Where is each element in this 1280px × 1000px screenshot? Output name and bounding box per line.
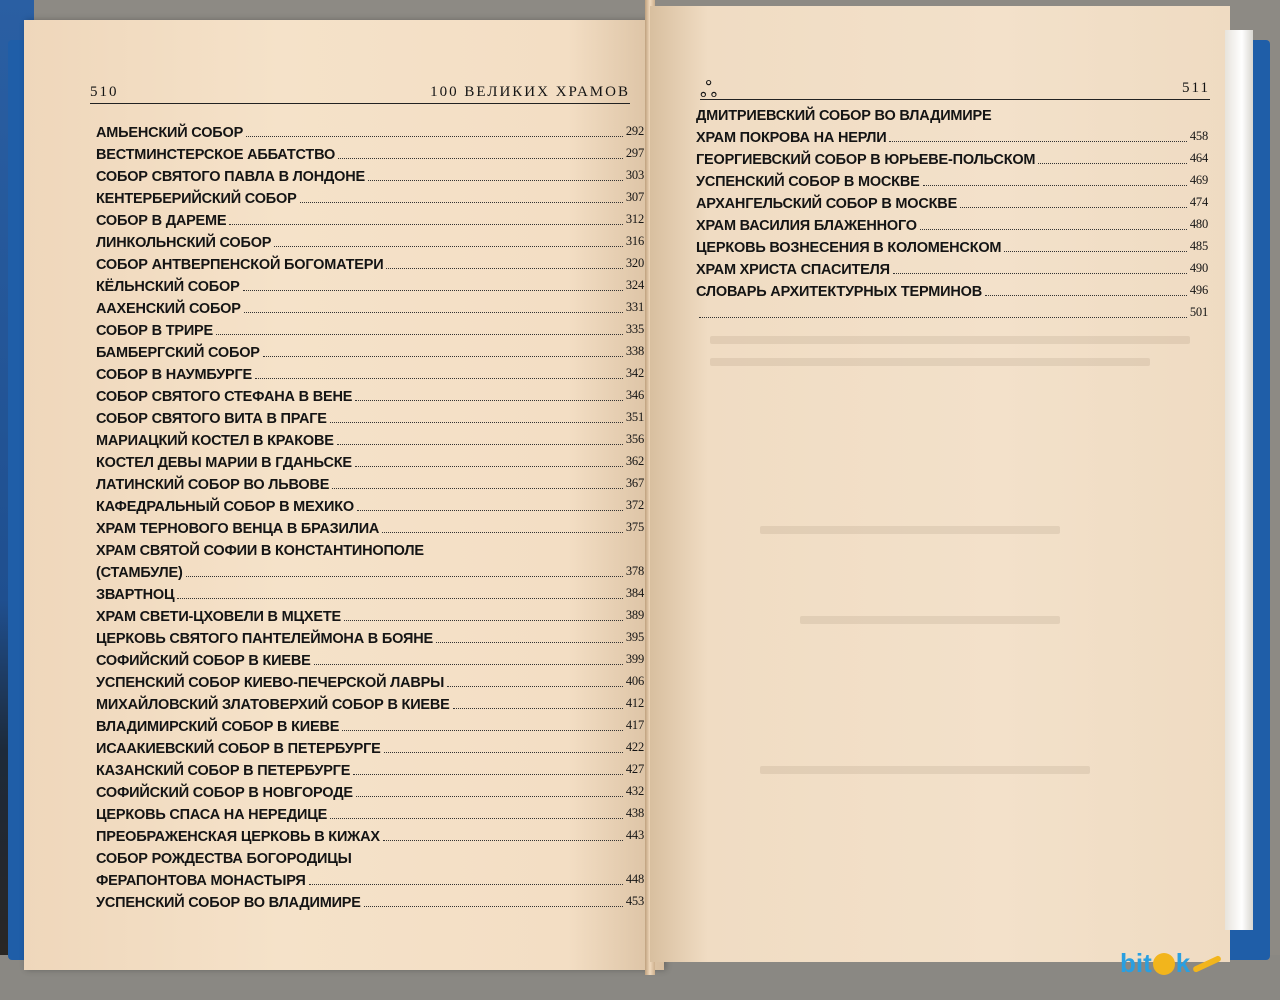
toc-entry (96, 779, 644, 801)
dot-leader (314, 663, 623, 665)
toc-entry-title: СОБОР СВЯТОГО СТЕФАНА В ВЕНЕ (96, 389, 353, 405)
toc-entry-page: 427 (625, 762, 644, 776)
dot-leader (342, 729, 623, 731)
dot-leader (893, 272, 1187, 274)
dot-leader (332, 487, 623, 489)
dot-leader (229, 223, 622, 225)
toc-entry (96, 449, 644, 471)
toc-entry-title: ЦЕРКОВЬ СВЯТОГО ПАНТЕЛЕЙМОНА В БОЯНЕ (96, 631, 433, 647)
toc-entry (96, 559, 644, 581)
toc-entry (96, 867, 644, 889)
toc-entry (96, 889, 644, 911)
toc-entry-title: КАФЕДРАЛЬНЫЙ СОБОР В МЕХИКО (96, 499, 354, 515)
toc-entry-page: 312 (625, 212, 644, 226)
dot-leader (920, 228, 1187, 230)
left-page-number: 510 (90, 84, 119, 100)
toc-entry-title: СЛОВАРЬ АРХИТЕКТУРНЫХ ТЕРМИНОВ (696, 284, 982, 300)
dot-leader (985, 294, 1187, 296)
toc-entry-page: 303 (625, 168, 644, 182)
toc-entry (96, 823, 644, 845)
toc-entry-page: 422 (625, 740, 644, 754)
watermark-text-before: bit (1120, 948, 1152, 978)
dot-leader (364, 905, 623, 907)
toc-entry (96, 339, 644, 361)
toc-entry (96, 691, 644, 713)
toc-entry (696, 168, 1208, 190)
dot-leader (386, 267, 622, 269)
toc-entry (96, 845, 644, 867)
toc-entry-page: 362 (625, 454, 644, 468)
right-page-number: 511 (1182, 80, 1210, 96)
dot-leader (356, 795, 623, 797)
toc-entry (696, 146, 1208, 168)
dot-leader (255, 377, 623, 379)
right-page-header (700, 77, 1210, 102)
toc-entry (696, 300, 1208, 322)
toc-entry-page: 412 (625, 696, 644, 710)
toc-entry (96, 317, 644, 339)
toc-entry-page: 453 (625, 894, 644, 908)
toc-entry-page: 438 (625, 806, 644, 820)
toc-entry-title: ЦЕРКОВЬ СПАСА НА НЕРЕДИЦЕ (96, 807, 328, 823)
toc-entry-title: ХРАМ ТЕРНОВОГО ВЕНЦА В БРАЗИЛИА (96, 521, 380, 537)
toc-entry-page: 417 (625, 718, 644, 732)
dot-leader (357, 509, 623, 511)
toc-entry-title: АРХАНГЕЛЬСКИЙ СОБОР В МОСКВЕ (696, 196, 958, 212)
toc-entry-title: ХРАМ ВАСИЛИЯ БЛАЖЕННОГО (696, 218, 917, 234)
toc-entry-title: ЦЕРКОВЬ ВОЗНЕСЕНИЯ В КОЛОМЕНСКОМ (696, 240, 1002, 256)
toc-entry-page: 367 (625, 476, 644, 490)
toc-entry-title: БАМБЕРГСКИЙ СОБОР (96, 345, 260, 361)
show-through-text (710, 336, 1190, 344)
toc-entry-title: ПРЕОБРАЖЕНСКАЯ ЦЕРКОВЬ В КИЖАХ (96, 829, 380, 845)
dot-leader (330, 817, 623, 819)
toc-entry-title: АМЬЕНСКИЙ СОБОР (96, 125, 244, 141)
toc-entry-page: 375 (625, 520, 644, 534)
dot-leader (344, 619, 623, 621)
toc-entry-title: УСПЕНСКИЙ СОБОР ВО ВЛАДИМИРЕ (96, 895, 361, 911)
toc-entry (96, 713, 644, 735)
toc-entry-page: 443 (625, 828, 644, 842)
dot-leader (355, 465, 623, 467)
dot-leader (338, 157, 623, 159)
toc-entry (696, 102, 1208, 124)
toc-entry-title: ХРАМ СВЯТОЙ СОФИИ В КОНСТАНТИНОПОЛЕ (96, 543, 424, 559)
toc-entry-page: 297 (625, 146, 644, 160)
toc-entry (96, 603, 644, 625)
toc-entry-title: СОБОР СВЯТОГО ВИТА В ПРАГЕ (96, 411, 327, 427)
toc-entry-title: СОФИЙСКИЙ СОБОР В НОВГОРОДЕ (96, 785, 353, 801)
dot-leader (384, 751, 623, 753)
dot-leader (960, 206, 1187, 208)
toc-entry-title: КЁЛЬНСКИЙ СОБОР (96, 279, 240, 295)
toc-entry (96, 405, 644, 427)
toc-entry (96, 163, 644, 185)
toc-entry-page: 406 (625, 674, 644, 688)
toc-entry (96, 185, 644, 207)
toc-entry-title: ГЕОРГИЕВСКИЙ СОБОР В ЮРЬЕВЕ-ПОЛЬСКОМ (696, 152, 1036, 168)
toc-entry (96, 119, 644, 141)
left-page-header (90, 84, 630, 104)
dot-leader (383, 839, 623, 841)
toc-entry-title: СОБОР В НАУМБУРГЕ (96, 367, 253, 383)
dot-leader (699, 316, 1187, 318)
toc-entry-page: 490 (1189, 261, 1208, 275)
toc-entry-page: 384 (625, 586, 644, 600)
toc-entry-title: СОБОР В ТРИРЕ (96, 323, 213, 339)
dot-leader (177, 597, 622, 599)
toc-entry (96, 295, 644, 317)
toc-entry (696, 278, 1208, 300)
toc-entry (96, 625, 644, 647)
toc-entry-page: 480 (1189, 217, 1208, 231)
show-through-text (710, 358, 1150, 366)
toc-entry (96, 647, 644, 669)
toc-entry-page: 372 (625, 498, 644, 512)
toc-entry-title: ХРАМ ХРИСТА СПАСИТЕЛЯ (696, 262, 890, 278)
right-page (650, 6, 1230, 962)
toc-entry (96, 493, 644, 515)
toc-entry (96, 757, 644, 779)
toc-entry (696, 124, 1208, 146)
toc-entry-page: 474 (1189, 195, 1208, 209)
toc-entry-page: 464 (1189, 151, 1208, 165)
toc-entry (96, 801, 644, 823)
toc-entry (96, 361, 644, 383)
toc-entry-page: 338 (625, 344, 644, 358)
toc-entry (696, 256, 1208, 278)
dot-leader (243, 289, 623, 291)
dot-leader (1038, 162, 1187, 164)
dot-leader (436, 641, 623, 643)
dot-leader (216, 333, 623, 335)
toc-entry-title: ЛАТИНСКИЙ СОБОР ВО ЛЬВОВЕ (96, 477, 330, 493)
toc-entry (696, 212, 1208, 234)
coin-icon (1153, 953, 1175, 975)
swoosh-icon (1192, 954, 1222, 972)
toc-entry-page: 346 (625, 388, 644, 402)
toc-entry (96, 383, 644, 405)
toc-entry-page: 331 (625, 300, 644, 314)
toc-entry-title: ДМИТРИЕВСКИЙ СОБОР ВО ВЛАДИМИРЕ (696, 108, 992, 124)
toc-entry-page: 458 (1189, 129, 1208, 143)
dot-leader (447, 685, 623, 687)
toc-entry-title: ХРАМ СВЕТИ-ЦХОВЕЛИ В МЦХЕТЕ (96, 609, 341, 625)
toc-entry-title: КОСТЕЛ ДЕВЫ МАРИИ В ГДАНЬСКЕ (96, 455, 352, 471)
toc-entry-title: ИСААКИЕВСКИЙ СОБОР В ПЕТЕРБУРГЕ (96, 741, 381, 757)
toc-entry-page: 485 (1189, 239, 1208, 253)
page-block-edge (1225, 30, 1253, 930)
toc-entry-title: СОБОР В ДАРЕМЕ (96, 213, 227, 229)
toc-entry-title: ХРАМ ПОКРОВА НА НЕРЛИ (696, 130, 887, 146)
toc-entry (96, 471, 644, 493)
toc-entry-title: СОФИЙСКИЙ СОБОР В КИЕВЕ (96, 653, 311, 669)
dot-leader (244, 311, 623, 313)
dot-leader (353, 773, 623, 775)
table-of-contents-left (96, 119, 644, 911)
left-page (24, 20, 664, 970)
toc-entry-page: 399 (625, 652, 644, 666)
toc-entry-page: 501 (1189, 305, 1208, 319)
toc-entry-title: ЗВАРТНОЦ (96, 587, 175, 603)
toc-entry-title: ЛИНКОЛЬНСКИЙ СОБОР (96, 235, 272, 251)
toc-entry-title: СОБОР АНТВЕРПЕНСКОЙ БОГОМАТЕРИ (96, 257, 384, 273)
toc-entry (96, 229, 644, 251)
toc-entry (96, 207, 644, 229)
dot-leader (453, 707, 623, 709)
toc-entry (96, 427, 644, 449)
toc-entry-title: УСПЕНСКИЙ СОБОР В МОСКВЕ (696, 174, 920, 190)
dot-leader (337, 443, 623, 445)
toc-entry-page: 316 (625, 234, 644, 248)
toc-entry-title: КАЗАНСКИЙ СОБОР В ПЕТЕРБУРГЕ (96, 763, 351, 779)
dot-leader (330, 421, 623, 423)
toc-entry-title: ВЛАДИМИРСКИЙ СОБОР В КИЕВЕ (96, 719, 340, 735)
site-watermark (1120, 948, 1222, 979)
dot-leader (1004, 250, 1187, 252)
toc-entry-title: ВЕСТМИНСТЕРСКОЕ АББАТСТВО (96, 147, 336, 163)
toc-entry-title: СОБОР СВЯТОГО ПАВЛА В ЛОНДОНЕ (96, 169, 365, 185)
toc-entry-title: ФЕРАПОНТОВА МОНАСТЫРЯ (96, 873, 306, 889)
toc-entry (96, 537, 644, 559)
toc-entry-page: 469 (1189, 173, 1208, 187)
show-through-text (760, 526, 1060, 534)
dot-leader (355, 399, 623, 401)
toc-entry-page: 432 (625, 784, 644, 798)
running-title: 100 ВЕЛИКИХ ХРАМОВ (430, 84, 630, 100)
toc-entry-title: МАРИАЦКИЙ КОСТЕЛ В КРАКОВЕ (96, 433, 334, 449)
dot-leader (368, 179, 623, 181)
toc-entry (96, 669, 644, 691)
toc-entry-title: (СТАМБУЛЕ) (96, 565, 183, 581)
dot-leader (263, 355, 623, 357)
toc-entry-title: СОБОР РОЖДЕСТВА БОГОРОДИЦЫ (96, 851, 352, 867)
dot-leader (382, 531, 623, 533)
ornament-icon: ஃ (700, 77, 720, 102)
dot-leader (889, 140, 1186, 142)
toc-entry (96, 581, 644, 603)
toc-entry (96, 735, 644, 757)
toc-entry (696, 234, 1208, 256)
dot-leader (309, 883, 623, 885)
toc-entry-page: 378 (625, 564, 644, 578)
toc-entry-title: УСПЕНСКИЙ СОБОР КИЕВО-ПЕЧЕРСКОЙ ЛАВРЫ (96, 675, 445, 691)
toc-entry-title: КЕНТЕРБЕРИЙСКИЙ СОБОР (96, 191, 297, 207)
toc-entry-page: 395 (625, 630, 644, 644)
toc-entry (96, 251, 644, 273)
watermark-text-after: k (1175, 948, 1191, 978)
dot-leader (300, 201, 623, 203)
toc-entry-page: 307 (625, 190, 644, 204)
toc-entry-page: 351 (625, 410, 644, 424)
toc-entry (96, 515, 644, 537)
show-through-text (760, 766, 1090, 774)
toc-entry-page: 335 (625, 322, 644, 336)
toc-entry-title: МИХАЙЛОВСКИЙ ЗЛАТОВЕРХИЙ СОБОР В КИЕВЕ (96, 697, 450, 713)
toc-entry (96, 273, 644, 295)
toc-entry-page: 342 (625, 366, 644, 380)
toc-entry-page: 324 (625, 278, 644, 292)
dot-leader (274, 245, 623, 247)
show-through-text (800, 616, 1060, 624)
dot-leader (923, 184, 1187, 186)
toc-entry-page: 320 (625, 256, 644, 270)
dot-leader (186, 575, 623, 577)
toc-entry (96, 141, 644, 163)
toc-entry-page: 448 (625, 872, 644, 886)
toc-entry-page: 292 (625, 124, 644, 138)
dot-leader (246, 135, 623, 137)
toc-entry-page: 496 (1189, 283, 1208, 297)
toc-entry-page: 356 (625, 432, 644, 446)
table-of-contents-right (696, 102, 1208, 322)
toc-entry-title: ААХЕНСКИЙ СОБОР (96, 301, 241, 317)
toc-entry-page: 389 (625, 608, 644, 622)
toc-entry (696, 190, 1208, 212)
